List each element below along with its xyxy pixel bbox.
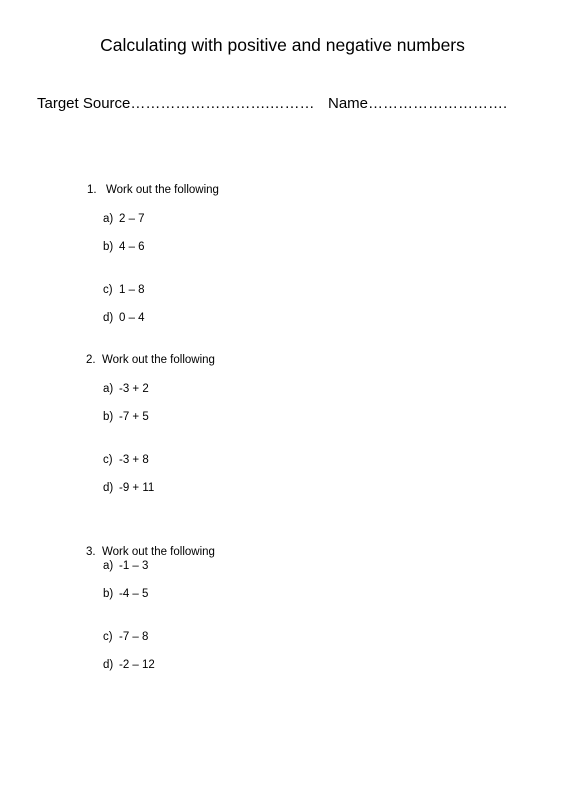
part-expression: -3 + 2	[119, 383, 149, 395]
part-expression: -9 + 11	[119, 482, 155, 494]
part-expression: -4 – 5	[119, 588, 149, 600]
part-expression: 4 – 6	[119, 241, 145, 253]
part-expression: 0 – 4	[119, 312, 145, 324]
question-1-instruction: Work out the following	[106, 184, 219, 196]
part-expression: -3 + 8	[119, 454, 149, 466]
question-3-part-d	[103, 659, 155, 671]
question-2-instruction: Work out the following	[102, 354, 215, 366]
part-expression: 2 – 7	[119, 213, 145, 225]
question-3-instruction: Work out the following	[102, 546, 215, 558]
part-letter: b)	[103, 588, 114, 600]
part-letter: a)	[103, 383, 114, 395]
part-expression: -7 – 8	[119, 631, 149, 643]
part-letter: c)	[103, 631, 113, 643]
part-expression: 1 – 8	[119, 284, 145, 296]
part-expression: -1 – 3	[119, 560, 149, 572]
question-1-part-a	[103, 213, 145, 225]
part-expression: -2 – 12	[119, 659, 155, 671]
page-title: Calculating with positive and negative numbers	[100, 35, 465, 55]
question-3-part-a	[103, 560, 148, 572]
question-2-part-d	[103, 482, 154, 494]
target-source-field: Target Source……………………….………	[37, 95, 315, 112]
question-2-part-c	[103, 454, 149, 466]
question-1-part-b	[103, 241, 145, 253]
question-3-part-c	[103, 631, 148, 643]
part-letter: a)	[103, 213, 114, 225]
part-letter: b)	[103, 411, 114, 423]
question-1-part-c	[103, 284, 145, 296]
question-3-number: 3.	[86, 546, 96, 558]
part-expression: -7 + 5	[119, 411, 149, 423]
part-letter: a)	[103, 560, 114, 572]
question-3-part-b	[103, 588, 148, 600]
question-1-part-d	[103, 312, 145, 324]
part-letter: d)	[103, 482, 114, 494]
part-letter: b)	[103, 241, 114, 253]
part-letter: c)	[103, 454, 113, 466]
question-2-part-a	[103, 383, 149, 395]
part-letter: d)	[103, 659, 114, 671]
question-2-part-b	[103, 411, 149, 423]
question-2-number: 2.	[86, 354, 96, 366]
part-letter: c)	[103, 284, 113, 296]
name-field: Name……………………….	[328, 95, 508, 112]
question-1-number: 1.	[87, 184, 97, 196]
part-letter: d)	[103, 312, 114, 324]
